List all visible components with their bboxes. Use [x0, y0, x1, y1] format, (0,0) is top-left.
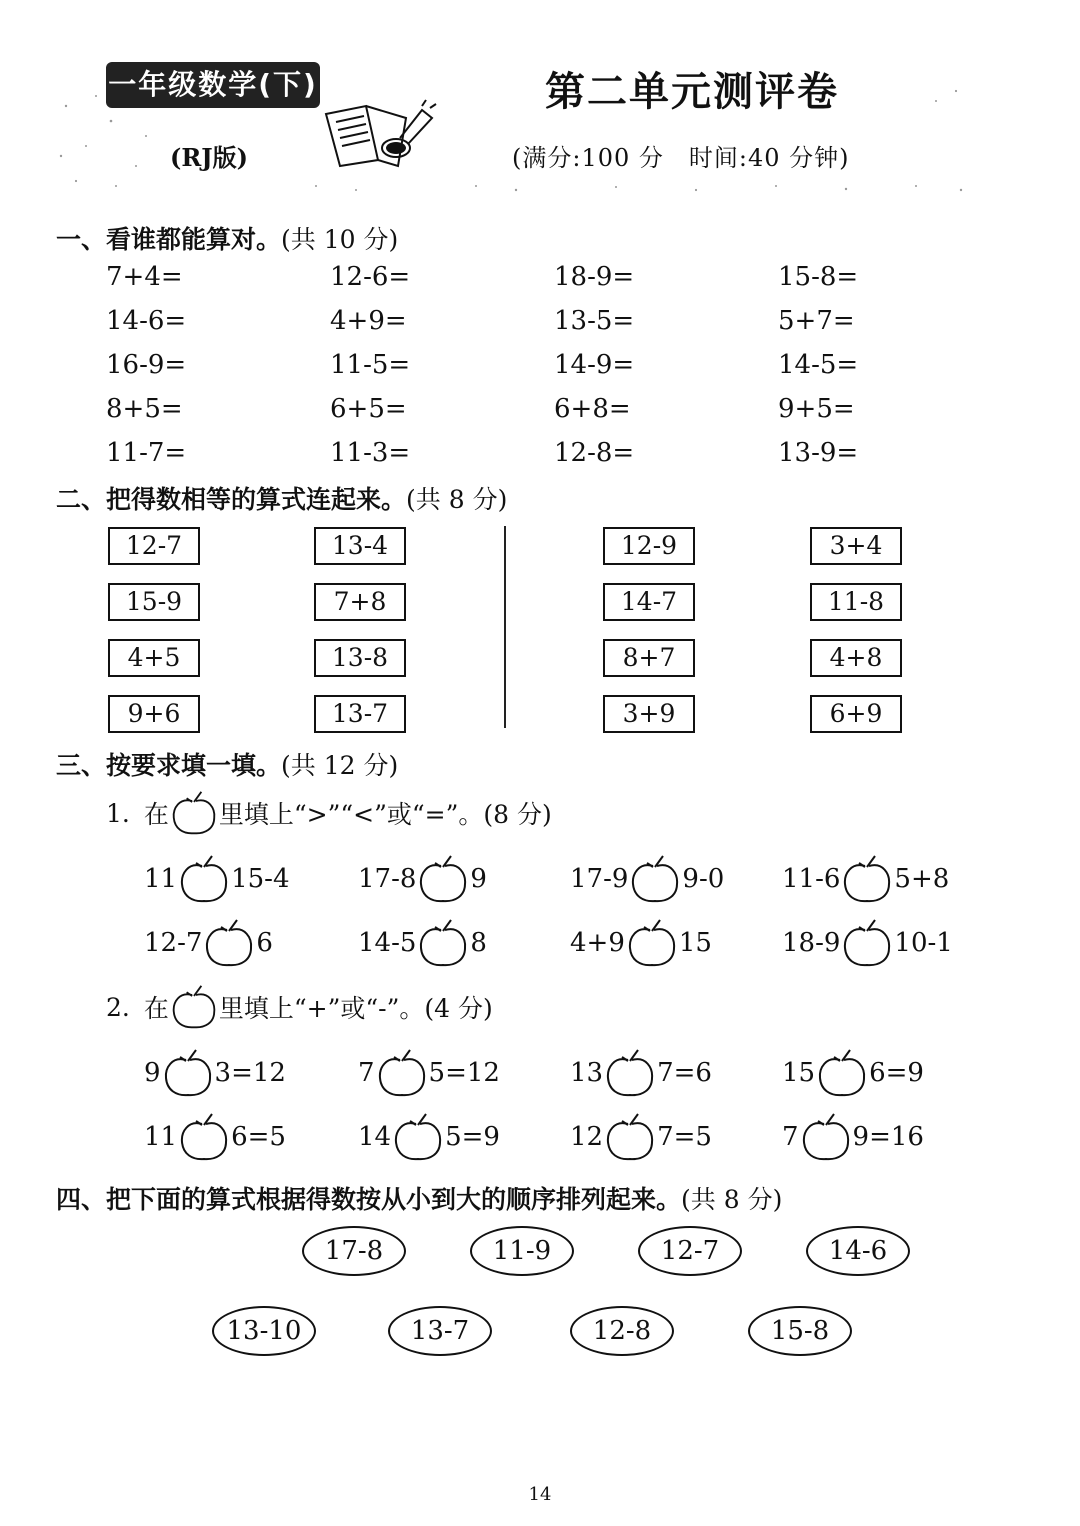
- equation: 14-6=: [106, 306, 187, 336]
- q2-points: (4 分): [424, 994, 493, 1023]
- left-operand: 12: [570, 1122, 604, 1152]
- boxed-expression: 4+5: [108, 639, 200, 677]
- book-icon: [322, 96, 440, 168]
- fill-item: [782, 918, 953, 968]
- q1-number: 1.: [106, 798, 130, 828]
- equation: 11-3=: [330, 438, 411, 468]
- left-operand: 18-9: [782, 928, 841, 958]
- equation: 6+5=: [330, 394, 407, 424]
- boxed-expression: 6+9: [810, 695, 902, 733]
- oval-expression: 14-6: [806, 1226, 910, 1276]
- boxed-expression: 3+4: [810, 527, 902, 565]
- left-operand: 9: [144, 1058, 161, 1088]
- equation: 7+4=: [106, 262, 183, 292]
- oval-expression: 17-8: [302, 1226, 406, 1276]
- boxed-expression: 11-8: [810, 583, 902, 621]
- boxed-expression: 7+8: [314, 583, 406, 621]
- boxed-expression: 13-7: [314, 695, 406, 733]
- boxed-expression: 4+8: [810, 639, 902, 677]
- section4-points: (共 8 分): [681, 1185, 783, 1214]
- fill-item: [782, 1048, 924, 1098]
- apple-icon[interactable]: [178, 1112, 230, 1162]
- left-operand: 14-5: [358, 928, 417, 958]
- right-operand: 9: [470, 864, 487, 894]
- oval-expression: 11-9: [470, 1226, 574, 1276]
- section3-title: 三、按要求填一填。: [56, 751, 282, 780]
- left-operand: 4+9: [570, 928, 625, 958]
- q1-points: (8 分): [483, 800, 552, 829]
- boxed-expression: 13-8: [314, 639, 406, 677]
- boxed-expression: 8+7: [603, 639, 695, 677]
- equation: 4+9=: [330, 306, 407, 336]
- left-operand: 12-7: [144, 928, 203, 958]
- apple-icon[interactable]: [604, 1112, 656, 1162]
- left-operand: 15: [782, 1058, 816, 1088]
- equation: 11-5=: [330, 350, 411, 380]
- equation: 12-6=: [330, 262, 411, 292]
- q1-pre: 在: [143, 800, 169, 829]
- fill-item: [144, 918, 273, 968]
- left-operand: 7: [782, 1122, 799, 1152]
- equation: 6+8=: [554, 394, 631, 424]
- left-operand: 17-8: [358, 864, 417, 894]
- equation: 9+5=: [778, 394, 855, 424]
- section3-heading: [56, 746, 398, 782]
- q2-pre: 在: [143, 994, 169, 1023]
- section4-heading: [56, 1180, 782, 1216]
- equation: 16-9=: [106, 350, 187, 380]
- fill-item: [570, 1112, 712, 1162]
- fill-item: [358, 1048, 500, 1098]
- exam-meta: (满分:100 分 时间:40 分钟): [512, 144, 850, 172]
- divider-line: [504, 526, 506, 728]
- right-operand: 5=9: [445, 1122, 500, 1152]
- boxed-expression: 14-7: [603, 583, 695, 621]
- apple-icon[interactable]: [392, 1112, 444, 1162]
- boxed-expression: 15-9: [108, 583, 200, 621]
- fill-item: [144, 854, 290, 904]
- right-operand: 15-4: [231, 864, 290, 894]
- q2-instruction: [106, 984, 493, 1030]
- equation: 12-8=: [554, 438, 635, 468]
- right-operand: 5=12: [428, 1058, 500, 1088]
- oval-expression: 12-7: [638, 1226, 742, 1276]
- equation: 14-9=: [554, 350, 635, 380]
- right-operand: 15: [678, 928, 712, 958]
- oval-expression: 15-8: [748, 1306, 852, 1356]
- left-operand: 17-9: [570, 864, 629, 894]
- apple-icon[interactable]: [841, 918, 893, 968]
- apple-icon: [170, 790, 218, 836]
- fill-item: [358, 918, 487, 968]
- fill-item: [782, 1112, 924, 1162]
- page-title: 第二单元测评卷: [545, 68, 839, 115]
- oval-expression: 13-10: [212, 1306, 316, 1356]
- equation: 13-9=: [778, 438, 859, 468]
- right-operand: 10-1: [894, 928, 953, 958]
- section2-points: (共 8 分): [406, 485, 508, 514]
- section1-title: 一、看谁都能算对。: [56, 225, 282, 254]
- equation: 15-8=: [778, 262, 859, 292]
- boxed-expression: 9+6: [108, 695, 200, 733]
- right-operand: 7=6: [657, 1058, 712, 1088]
- apple-icon[interactable]: [800, 1112, 852, 1162]
- q2-number: 2.: [106, 992, 130, 1022]
- left-operand: 11: [144, 1122, 178, 1152]
- left-operand: 13: [570, 1058, 604, 1088]
- right-operand: 5+8: [894, 864, 950, 894]
- q2-post: 里填上“+”或“-”。: [218, 994, 425, 1023]
- apple-icon[interactable]: [203, 918, 255, 968]
- edition-label: (RJ版): [170, 143, 249, 172]
- right-operand: 7=5: [657, 1122, 712, 1152]
- fill-item: [782, 854, 949, 904]
- right-operand: 9=16: [852, 1122, 924, 1152]
- oval-expression: 12-8: [570, 1306, 674, 1356]
- apple-icon[interactable]: [376, 1048, 428, 1098]
- boxed-expression: 12-9: [603, 527, 695, 565]
- equation: 8+5=: [106, 394, 183, 424]
- fill-item: [144, 1048, 286, 1098]
- apple-icon[interactable]: [417, 918, 469, 968]
- apple-icon[interactable]: [604, 1048, 656, 1098]
- apple-icon[interactable]: [162, 1048, 214, 1098]
- fill-item: [358, 1112, 500, 1162]
- equation: 5+7=: [778, 306, 855, 336]
- section3-points: (共 12 分): [281, 751, 399, 780]
- apple-icon: [170, 984, 218, 1030]
- fill-item: [570, 918, 712, 968]
- right-operand: 6: [256, 928, 273, 958]
- right-operand: 9-0: [682, 864, 725, 894]
- left-operand: 11-6: [782, 864, 841, 894]
- boxed-expression: 3+9: [603, 695, 695, 733]
- section2-heading: [56, 480, 507, 516]
- equation: 13-5=: [554, 306, 635, 336]
- left-operand: 7: [358, 1058, 375, 1088]
- boxed-expression: 13-4: [314, 527, 406, 565]
- apple-icon[interactable]: [629, 854, 681, 904]
- right-operand: 6=9: [869, 1058, 924, 1088]
- fill-item: [144, 1112, 286, 1162]
- equation: 11-7=: [106, 438, 187, 468]
- boxed-expression: 12-7: [108, 527, 200, 565]
- section2-title: 二、把得数相等的算式连起来。: [56, 485, 407, 514]
- apple-icon[interactable]: [626, 918, 678, 968]
- right-operand: 6=5: [231, 1122, 286, 1152]
- fill-item: [570, 1048, 712, 1098]
- oval-expression: 13-7: [388, 1306, 492, 1356]
- apple-icon[interactable]: [816, 1048, 868, 1098]
- apple-icon[interactable]: [417, 854, 469, 904]
- equation: 14-5=: [778, 350, 859, 380]
- right-operand: 8: [470, 928, 487, 958]
- apple-icon[interactable]: [841, 854, 893, 904]
- apple-icon[interactable]: [178, 854, 230, 904]
- section1-heading: [56, 220, 398, 256]
- q1-post: 里填上“>”“<”或“=”。: [218, 800, 484, 829]
- left-operand: 14: [358, 1122, 392, 1152]
- section4-title: 四、把下面的算式根据得数按从小到大的顺序排列起来。: [56, 1185, 682, 1214]
- equation: 18-9=: [554, 262, 635, 292]
- fill-item: [358, 854, 487, 904]
- q1-instruction: [106, 790, 552, 836]
- section1-points: (共 10 分): [281, 225, 399, 254]
- right-operand: 3=12: [214, 1058, 286, 1088]
- fill-item: [570, 854, 724, 904]
- left-operand: 11: [144, 864, 178, 894]
- grade-badge: 一年级数学(下): [106, 62, 320, 108]
- page-number: 14: [528, 1484, 552, 1505]
